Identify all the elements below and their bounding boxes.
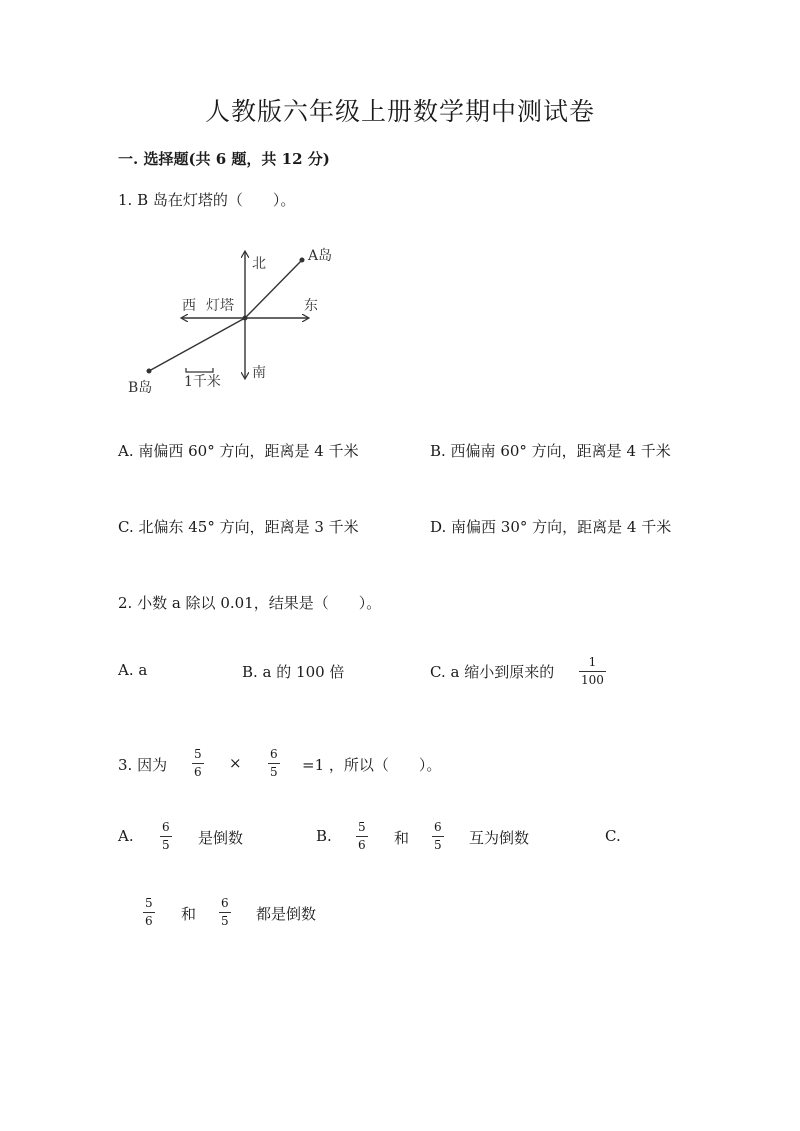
q1-option-b: B. 西偏南 60° 方向，距离是 4 千米: [430, 442, 671, 460]
numerator: 6: [221, 896, 229, 910]
numerator: 6: [434, 820, 442, 834]
numerator: 6: [162, 820, 170, 834]
denominator: 5: [221, 914, 229, 928]
q3-option-b-fraction-2: [432, 820, 444, 853]
q3-option-c-label: C.: [605, 827, 621, 845]
q1-option-d: D. 南偏西 30° 方向，距离是 4 千米: [430, 518, 672, 536]
q3-option-a-text: 是倒数: [198, 829, 244, 847]
denominator: 100: [581, 673, 604, 687]
question-2-stem: 2. 小数 a 除以 0.01，结果是（ ）。: [118, 594, 382, 612]
scale-bar: [186, 368, 213, 372]
question-1-stem: 1. B 岛在灯塔的（ ）。: [118, 191, 296, 209]
q2-option-a: A. a: [118, 661, 148, 679]
numerator: 5: [194, 747, 202, 761]
page-title: 人教版六年级上册数学期中测试卷: [204, 97, 595, 126]
q3-option-c-and: 和: [181, 905, 197, 923]
q2-option-b: B. a 的 100 倍: [242, 663, 345, 681]
label-scale: 1千米: [184, 374, 221, 390]
denominator: 6: [145, 914, 153, 928]
q3-option-b-label: B.: [316, 827, 332, 845]
denominator: 5: [162, 838, 170, 852]
numerator: 6: [270, 747, 278, 761]
q2-option-c-fraction: [579, 655, 606, 688]
island-b-dot: [147, 369, 152, 374]
denominator: 6: [358, 838, 366, 852]
q1-option-a: A. 南偏西 60° 方向，距离是 4 千米: [118, 442, 359, 460]
denominator: 5: [270, 765, 278, 779]
q3-option-a-label: A.: [118, 827, 134, 845]
q3-option-b-text: 互为倒数: [469, 829, 530, 847]
label-north: 北: [252, 256, 266, 272]
q1-option-c: C. 北偏东 45° 方向，距离是 3 千米: [118, 518, 359, 536]
compass-diagram: [118, 240, 358, 400]
label-island-a: A岛: [308, 248, 333, 264]
q3-fraction-2: [268, 747, 280, 780]
label-island-b: B岛: [128, 380, 153, 396]
q3-option-c-fraction-1: [143, 896, 155, 929]
label-south: 南: [252, 365, 266, 381]
lighthouse-dot: [243, 316, 248, 321]
section-heading: 一. 选择题(共 6 题，共 12 分): [118, 150, 330, 168]
times-sign: ×: [229, 754, 242, 772]
island-a-dot: [300, 258, 305, 263]
q3-fraction-1: [192, 747, 204, 780]
label-east: 东: [304, 298, 318, 314]
question-3-stem-suffix: =1 ，所以（ ）。: [302, 756, 442, 774]
q3-option-b-fraction-1: [356, 820, 368, 853]
question-3-stem-prefix: 3. 因为: [118, 756, 168, 774]
label-lighthouse: 灯塔: [206, 298, 234, 314]
q2-option-c: C. a 缩小到原来的: [430, 663, 555, 681]
q3-option-b-and: 和: [394, 829, 410, 847]
denominator: 5: [434, 838, 442, 852]
numerator: 5: [145, 896, 153, 910]
denominator: 6: [194, 765, 202, 779]
line-to-b: [149, 318, 245, 371]
q3-option-c-text: 都是倒数: [256, 905, 317, 923]
q3-option-c-fraction-2: [219, 896, 231, 929]
label-west: 西: [182, 298, 196, 314]
numerator: 5: [358, 820, 366, 834]
numerator: 1: [588, 655, 597, 669]
q3-option-a-fraction: [160, 820, 172, 853]
